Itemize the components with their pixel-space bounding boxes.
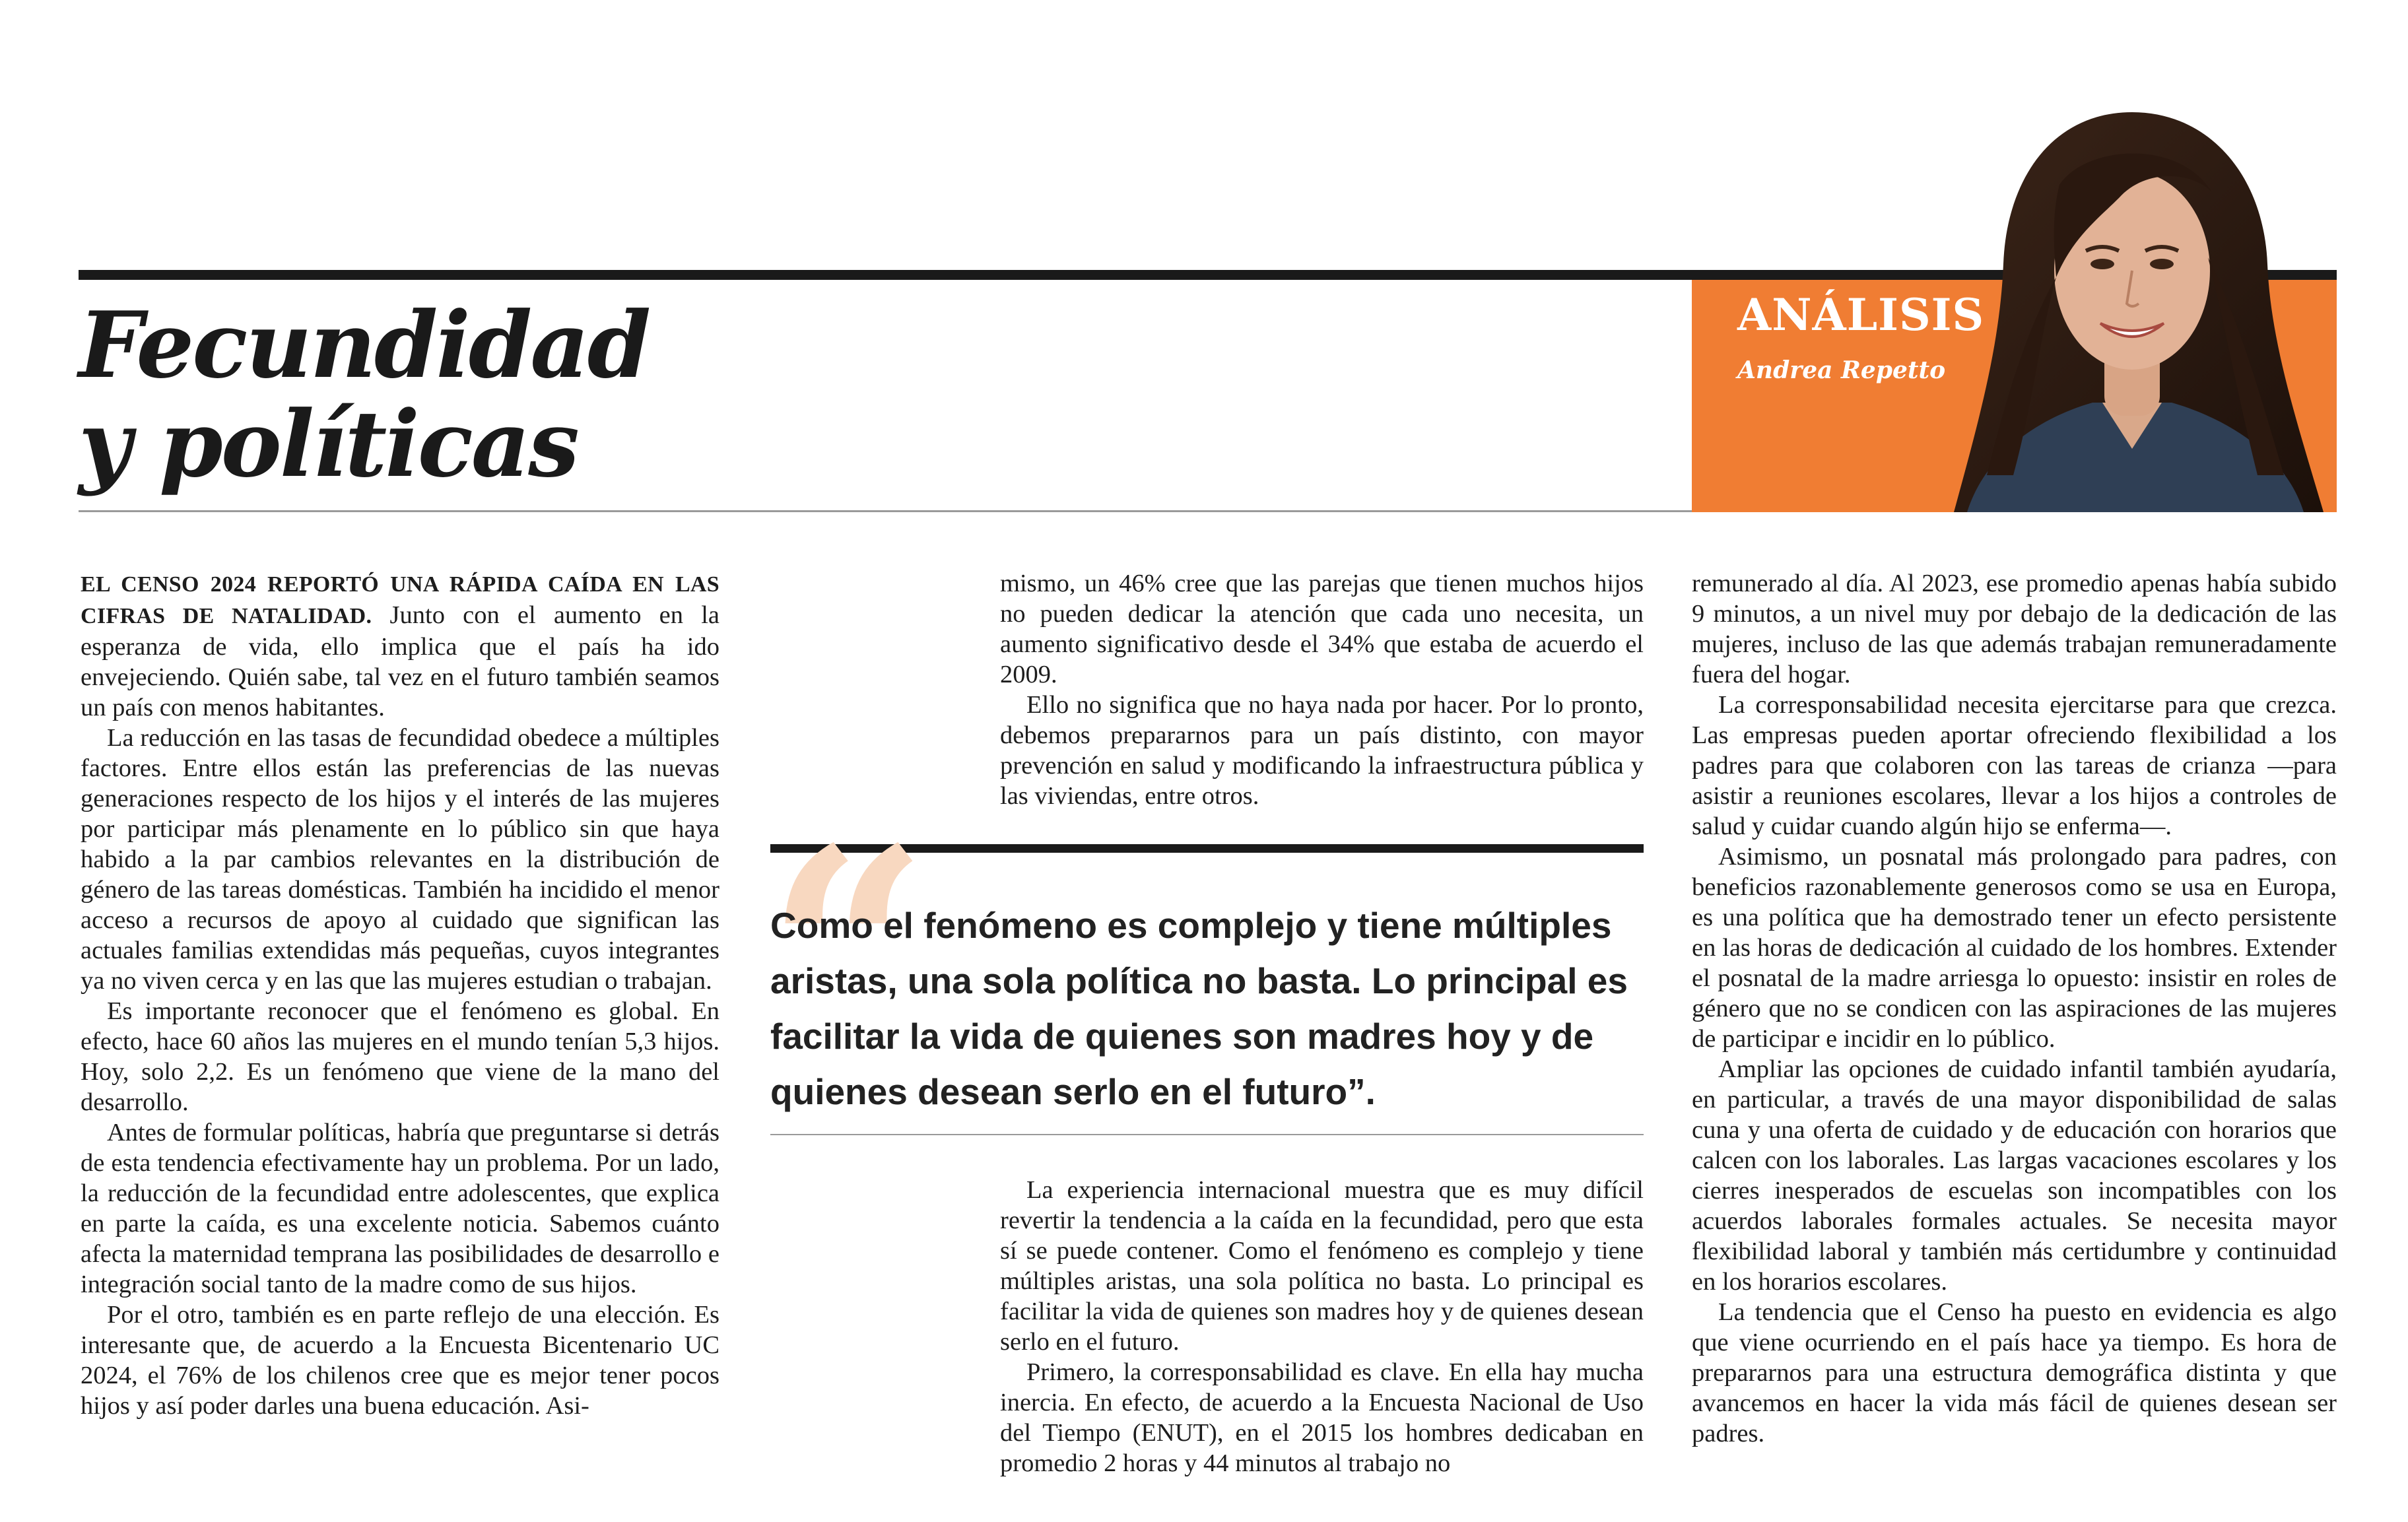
section-kicker: ANÁLISIS [1737,289,1985,341]
headline-line-1: Fecundidad [79,291,650,399]
paragraph: Ello no significa que no haya nada por hacer. Por lo pronto, debemos prepararnos para un país distinto, con mayor prevención en salud y modificando la infraestructura pública y las viviendas, entre otros. [1000,691,1644,810]
paragraph: La reducción en las tasas de fecundidad obedece a múltiples factores. Entre ellos están las preferencias de las nuevas generaciones respecto de los hijos y el interés de las mujeres por participar más plenamente en lo público sin que haya habido a la par cambios relevantes en la distribución de género de las tareas domésticas. También ha incidido el menor acceso a recursos de apoyo al cuidado que significan las actuales familias extendidas más pequeñas, cuyos integrantes ya no viven cerca y en las que las mujeres estudian o trabajan. [81,724,719,995]
lead-paragraph [81,568,719,723]
lead-text: Junto con el aumento en la esperanza de vida, ello implica que el país ha ido envejeciendo. Quién sabe, tal vez en el futuro también seamos un país con menos habitantes. [81,601,719,721]
headline-rule [79,510,1692,512]
body-column-2-bottom [1000,1175,1644,1478]
quote-mark-icon: “ [766,787,929,1120]
paragraph-continuation: mismo, un 46% cree que las parejas que tienen muchos hijos no pueden dedicar la atención que cada uno necesita, un aumento significativo desde el 34% que estaba de acuerdo el 2009. [1000,570,1644,688]
body-column-3 [1692,568,2337,1449]
paragraph: La experiencia internacional muestra que es muy difícil revertir la tendencia a la caída en la fecundidad, pero que esta sí se puede contener. Como el fenómeno es complejo y tiene múltiples aristas, una sola política no basta. Lo principal es facilitar la vida de quienes son madres hoy y de quienes desean serlo en el futuro. [1000,1176,1644,1356]
paragraph: La tendencia que el Censo ha puesto en evidencia es algo que viene ocurriendo en el país hace ya tiempo. Es hora de prepararnos para una estructura demográfica distinta y que avancemos en hacer la vida más fácil de quienes desean ser padres. [1692,1298,2337,1447]
paragraph: Primero, la corresponsabilidad es clave. En ella hay mucha inercia. En efecto, de acuerdo a la Encuesta Nacional de Uso del Tiempo (ENUT), en el 2015 los hombres dedicaban en promedio 2 horas y 44 minutos al trabajo no [1000,1358,1644,1477]
paragraph: La corresponsabilidad necesita ejercitarse para que crezca. Las empresas pueden aportar ofreciendo flexibilidad a los padres para que colaboren con las tareas de crianza —para asistir a reuniones escolares, llevar a los hijos a controles de salud y cuidar cuando algún hijo se enferma—. [1692,691,2337,840]
lead-caps: EL CENSO 2024 REPORTÓ UNA RÁPIDA CAÍDA EN LAS CIFRAS DE NATALIDAD. [81,572,719,628]
paragraph-continued: Es interesante que, de acuerdo a la Encuesta Bicentenario UC 2024, el 76% de los chilenos cree que es mejor tener pocos hijos y así poder darles una buena educación. Asi- [81,1301,719,1420]
author-portrait [1927,106,2337,512]
headline [79,291,871,498]
headline-line-2: y políticas [79,390,578,498]
body-column-2-top [1000,568,1644,811]
author-name: Andrea Repetto [1737,356,1946,384]
body-column-1 [81,568,719,1421]
paragraph: Asimismo, un posnatal más prolongado para padres, con beneficios razonablemente generosos como se usa en Europa, es una política que ha demostrado tener un efecto persistente en las horas de dedicación al cuidado de los hombres. Extender el posnatal de la madre arriesga lo opuesto: insistir en roles de género que no se condicen con las aspiraciones de las mujeres de participar e incidir en lo público. [1692,843,2337,1053]
paragraph-start: Por el otro, también es en parte reflejo de una elección. [107,1301,686,1329]
paragraph [81,1300,719,1421]
paragraph: Antes de formular políticas, habría que preguntarse si detrás de esta tendencia efectivamente hay un problema. Por un lado, la reducción de la fecundidad entre adolescentes, que explica en parte la caída, es una excelente noticia. Sabemos cuánto afecta la maternidad temprana las posibilidades de desarrollo e integración social tanto de la madre como de sus hijos. [81,1119,719,1298]
paragraph: Ampliar las opciones de cuidado infantil también ayudaría, en particular, a través de una mayor disponibilidad de salas cuna y una oferta de cuidado y de educación con horarios que calcen con los laborales. Las largas vacaciones escolares y los cierres inesperados de escuelas son incompatibles con los acuerdos laborales formales actuales. Se necesita mayor flexibilidad laboral y también más certidumbre y continuidad en los horarios escolares. [1692,1055,2337,1296]
quote-rule-bottom [770,1134,1644,1135]
pull-quote: Como el fenómeno es complejo y tiene múltiples aristas, una sola política no basta. Lo principal es facilitar la vida de quienes son madres hoy y de quienes desean serlo en el futuro”. [770,905,1628,1112]
paragraph-continuation: remunerado al día. Al 2023, ese promedio apenas había subido 9 minutos, a un nivel muy por debajo de la dedicación de las mujeres, incluso de las que además trabajan remuneradamente fuera del hogar. [1692,570,2337,688]
paragraph: Es importante reconocer que el fenómeno es global. En efecto, hace 60 años las mujeres en el mundo tenían 5,3 hijos. Hoy, solo 2,2. Es un fenómeno que viene de la mano del desarrollo. [81,997,719,1116]
